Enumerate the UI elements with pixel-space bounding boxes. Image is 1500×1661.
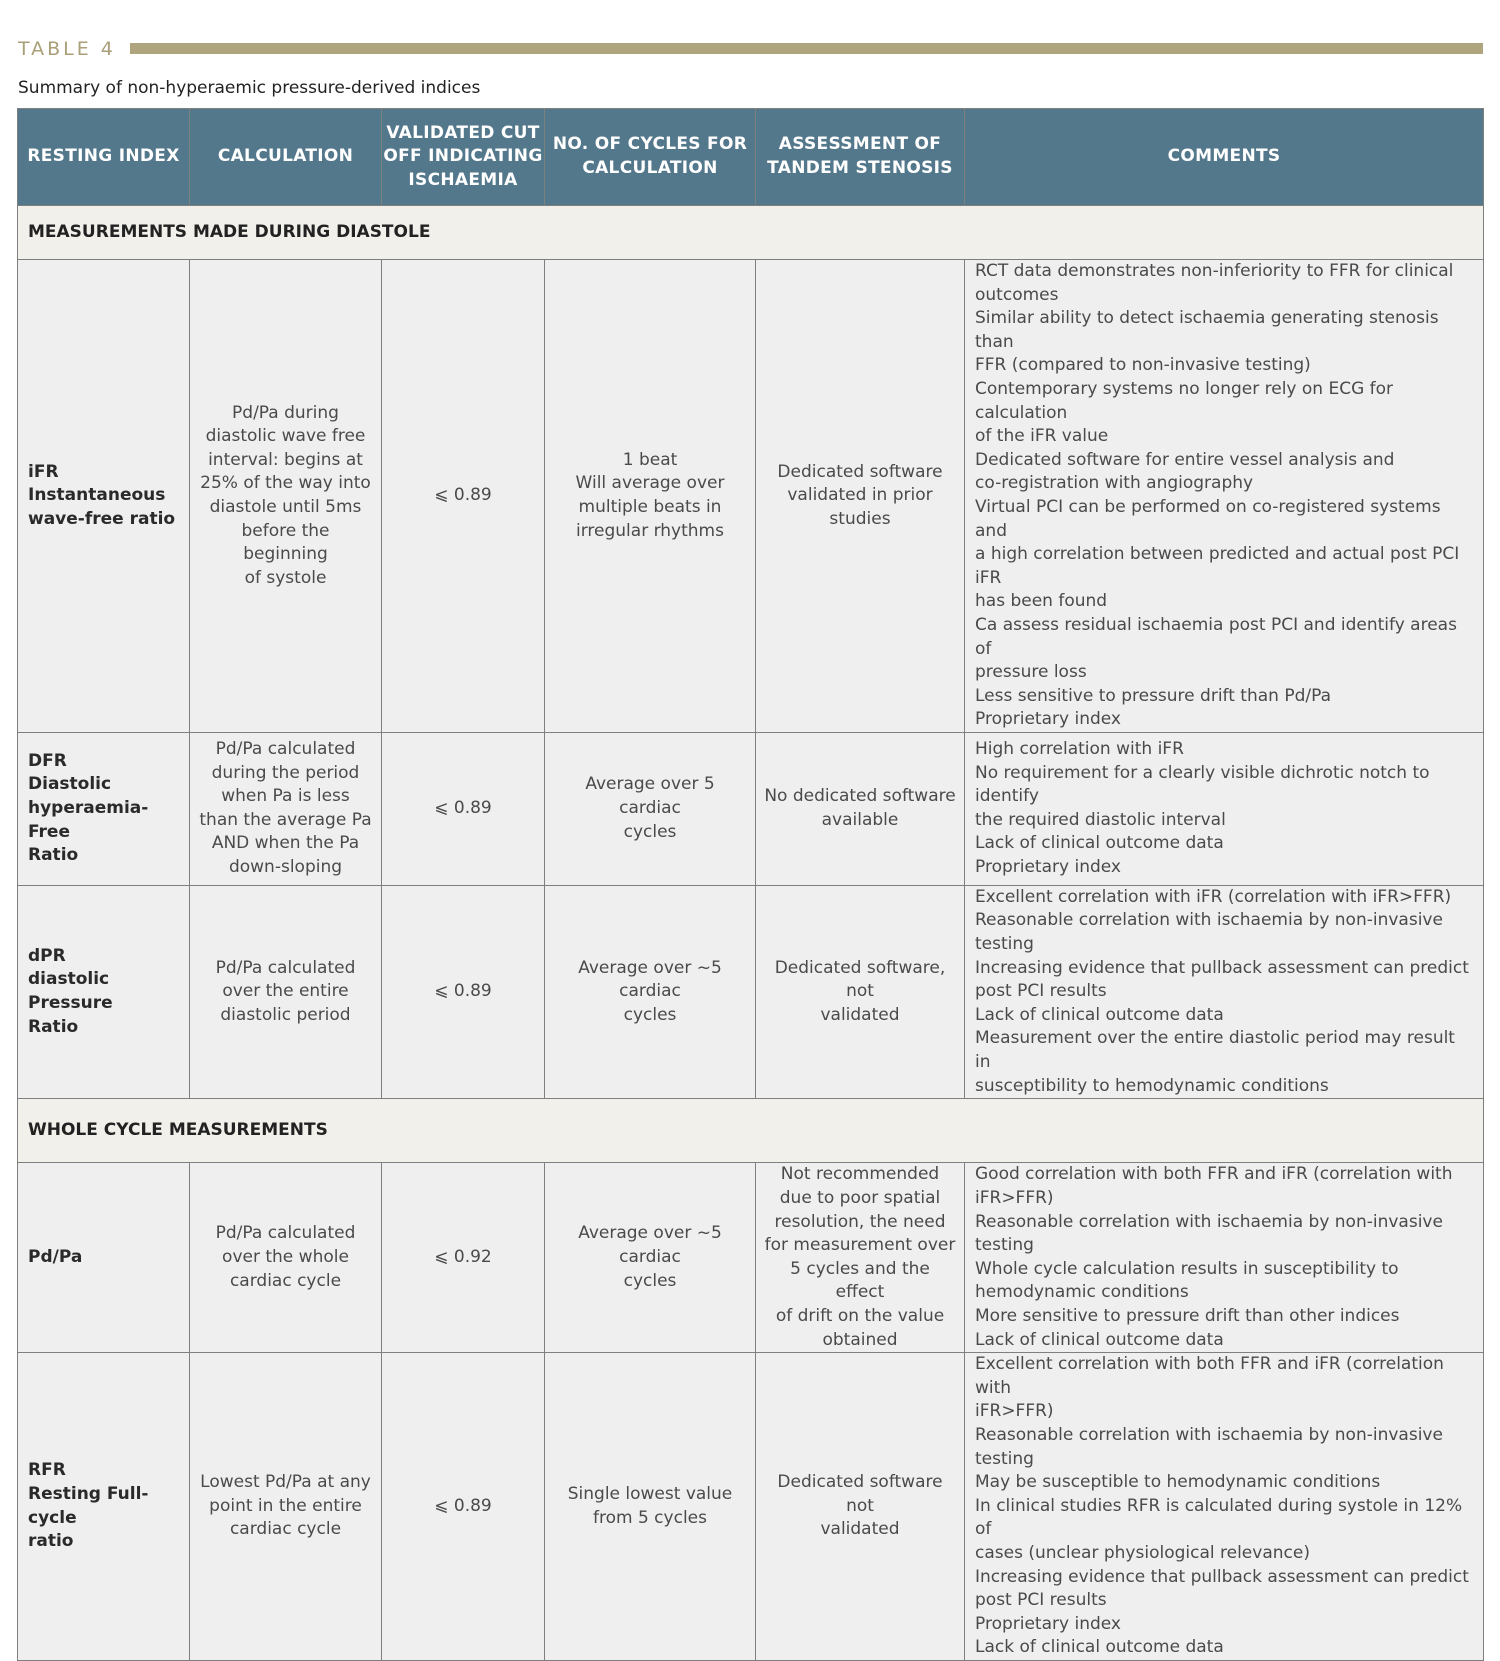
comments-cell-line: Reasonable correlation with ischaemia by non-invasive testing: [975, 1211, 1443, 1256]
comments-cell-line: outcomes: [975, 284, 1059, 305]
comments-cell-line: No requirement for a clearly visible dichrotic notch to identify: [975, 762, 1430, 807]
cycles-cell: [545, 1163, 756, 1353]
comments-cell: [965, 885, 1484, 1098]
comments-cell-line: post PCI results: [975, 981, 1107, 1002]
comments-cell-line: Excellent correlation with both FFR and iFR (correlation with: [975, 1354, 1444, 1398]
comments-cell-line: Increasing evidence that pullback assessment can predict: [975, 957, 1469, 978]
tandem-cell-line: Dedicated software, not: [774, 957, 946, 1002]
tandem-cell-line: resolution, the need: [774, 1211, 946, 1232]
table-body: [18, 206, 1484, 1661]
tandem-cell: [756, 885, 965, 1098]
cutoff-cell-line: ⩽ 0.89: [434, 485, 492, 506]
tandem-cell: [756, 260, 965, 733]
col-header-cycles: [545, 109, 756, 206]
calculation-cell-line: Lowest Pd/Pa at any: [200, 1472, 371, 1493]
calculation-cell-line: interval: begins at: [208, 449, 363, 470]
comments-cell-line: Contemporary systems no longer rely on ECG for calculation: [975, 378, 1394, 423]
header-text: OFF INDICATING: [383, 146, 543, 167]
comments-cell-line: co-registration with angiography: [975, 473, 1254, 494]
tandem-cell-line: available: [821, 809, 899, 830]
cycles-cell: [545, 885, 756, 1098]
calculation-cell: [190, 260, 382, 733]
index-name: [18, 1163, 190, 1353]
calculation-cell-line: over the entire: [222, 981, 349, 1002]
comments-cell-line: Measurement over the entire diastolic period may result in: [975, 1028, 1455, 1073]
comments-cell-line: Virtual PCI can be performed on co-registered systems and: [975, 496, 1441, 541]
comments-cell-line: Whole cycle calculation results in susceptibility to: [975, 1258, 1399, 1279]
index-name-line: Instantaneous: [28, 485, 166, 506]
tandem-cell-line: due to poor spatial: [779, 1187, 941, 1208]
col-header-resting-index: [18, 109, 190, 206]
header-text: COMMENTS: [1167, 146, 1281, 167]
tandem-cell-line: of drift on the value: [775, 1305, 945, 1326]
calculation-cell-line: AND when the Pa: [211, 833, 360, 854]
calculation-cell-line: diastolic wave free: [205, 426, 366, 447]
calculation-cell: [190, 1163, 382, 1353]
header-text: ISCHAEMIA: [408, 169, 518, 190]
calculation-cell: [190, 885, 382, 1098]
calculation-cell-line: cardiac cycle: [229, 1270, 342, 1291]
index-name-line: Ratio: [28, 845, 79, 866]
calculation-cell-line: 25% of the way into: [200, 473, 371, 494]
comments-cell-line: Dedicated software for entire vessel analysis and: [975, 449, 1395, 470]
cutoff-cell-line: ⩽ 0.89: [434, 981, 492, 1002]
index-name-line: Pd/Pa: [28, 1246, 83, 1267]
calculation-cell-line: Pd/Pa calculated: [215, 739, 356, 760]
cutoff-cell-line: ⩽ 0.89: [434, 798, 492, 819]
header-text: ASSESSMENT OF: [778, 134, 942, 155]
calculation-cell-line: before the beginning: [241, 520, 330, 565]
comments-cell-line: the required diastolic interval: [975, 809, 1226, 830]
calculation-cell-line: over the whole: [222, 1246, 349, 1267]
comments-cell-line: Excellent correlation with iFR (correlation with iFR>FFR): [975, 886, 1452, 907]
tandem-cell-line: Dedicated software not: [777, 1472, 943, 1516]
calculation-cell-line: Pd/Pa calculated: [215, 957, 356, 978]
index-name: [18, 732, 190, 885]
comments-cell-line: post PCI results: [975, 1590, 1107, 1611]
cycles-cell-line: cycles: [623, 821, 677, 842]
comments-cell: [965, 1163, 1484, 1353]
tandem-cell: [756, 1163, 965, 1353]
comments-cell-line: pressure loss: [975, 662, 1087, 683]
table-label: TABLE 4: [18, 38, 116, 60]
table-row: [18, 1163, 1484, 1353]
comments-cell-line: susceptibility to hemodynamic conditions: [975, 1075, 1329, 1096]
calculation-cell-line: than the average Pa: [199, 809, 372, 830]
comments-cell-line: Ca assess residual ischaemia post PCI and identify areas of: [975, 614, 1457, 659]
calculation-cell: [190, 732, 382, 885]
index-name-line: DFR: [28, 750, 67, 771]
comments-cell-line: Good correlation with both FFR and iFR (correlation with: [975, 1164, 1453, 1185]
comments-cell-line: Proprietary index: [975, 857, 1121, 878]
section-title: MEASUREMENTS MADE DURING DIASTOLE: [18, 206, 1484, 260]
index-name-line: hyperaemia-Free: [28, 798, 149, 842]
col-header-tandem: [756, 109, 965, 206]
comments-cell-line: of the iFR value: [975, 426, 1109, 447]
cycles-cell-line: Average over ~5 cardiac: [578, 957, 722, 1002]
table-row: [18, 732, 1484, 885]
tandem-cell: [756, 1353, 965, 1661]
tandem-cell-line: validated in prior: [787, 485, 933, 506]
cycles-cell-line: 1 beat: [622, 449, 678, 470]
table-row: [18, 260, 1484, 733]
cutoff-cell: [382, 732, 545, 885]
comments-cell-line: More sensitive to pressure drift than other indices: [975, 1305, 1400, 1326]
tandem-cell-line: obtained: [822, 1329, 898, 1350]
section-title: WHOLE CYCLE MEASUREMENTS: [18, 1099, 1484, 1163]
cutoff-cell-line: ⩽ 0.89: [434, 1495, 492, 1516]
cycles-cell-line: cycles: [623, 1004, 677, 1025]
tandem-cell-line: Dedicated software: [777, 461, 943, 482]
comments-cell-line: Lack of clinical outcome data: [975, 1329, 1224, 1350]
tandem-cell-line: for measurement over: [764, 1235, 956, 1256]
index-name-line: dPR: [28, 945, 66, 966]
cycles-cell-line: multiple beats in: [578, 496, 722, 517]
comments-cell-line: High correlation with iFR: [975, 739, 1184, 760]
tandem-cell-line: Not recommended: [780, 1164, 940, 1185]
index-name-line: iFR: [28, 461, 59, 482]
header-text: RESTING INDEX: [27, 146, 180, 167]
comments-cell-line: Reasonable correlation with ischaemia by non-invasive testing: [975, 1425, 1443, 1469]
index-name-line: Diastolic: [28, 774, 112, 795]
index-name-line: diastolic Pressure: [28, 969, 113, 1014]
comments-cell-line: May be susceptible to hemodynamic conditions: [975, 1472, 1381, 1493]
header-text: NO. OF CYCLES FOR: [552, 134, 748, 155]
cycles-cell-line: Average over 5 cardiac: [585, 774, 715, 819]
index-name-line: Ratio: [28, 1016, 79, 1037]
col-header-calculation: [190, 109, 382, 206]
comments-cell-line: a high correlation between predicted and actual post PCI iFR: [975, 544, 1460, 588]
index-name: [18, 260, 190, 733]
calculation-cell-line: during the period: [211, 762, 360, 783]
tandem-cell-line: validated: [820, 1004, 900, 1025]
comments-cell-line: iFR>FFR): [975, 1401, 1054, 1422]
header-text: VALIDATED CUT: [386, 122, 540, 143]
index-name-line: wave-free ratio: [28, 508, 176, 529]
header-rule: [130, 43, 1483, 54]
comments-cell-line: Lack of clinical outcome data: [975, 833, 1224, 854]
index-name-line: Resting Full-cycle: [28, 1483, 149, 1528]
comments-cell-line: Reasonable correlation with ischaemia by non-invasive testing: [975, 910, 1443, 955]
calculation-cell-line: of systole: [244, 567, 327, 588]
header-text: TANDEM STENOSIS: [767, 158, 953, 178]
calculation-cell-line: down-sloping: [228, 857, 343, 878]
cycles-cell-line: Will average over: [575, 473, 725, 494]
col-header-cutoff: [382, 109, 545, 206]
comments-cell-line: Proprietary index: [975, 709, 1121, 730]
table-header-bar: [18, 36, 1483, 62]
comments-cell-line: iFR>FFR): [975, 1187, 1054, 1208]
cycles-cell-line: Single lowest value: [567, 1483, 733, 1504]
comments-cell: [965, 732, 1484, 885]
cycles-cell-line: cycles: [623, 1270, 677, 1291]
cutoff-cell-line: ⩽ 0.92: [434, 1246, 492, 1267]
tandem-cell-line: studies: [829, 508, 891, 529]
header-text: CALCULATION: [582, 158, 718, 178]
tandem-cell-line: validated: [820, 1519, 900, 1540]
calculation-cell-line: Pd/Pa calculated: [215, 1223, 356, 1244]
cycles-cell: [545, 1353, 756, 1661]
cycles-cell-line: Average over ~5 cardiac: [578, 1223, 722, 1267]
tandem-cell: [756, 732, 965, 885]
table-row: [18, 885, 1484, 1098]
index-name-line: ratio: [28, 1531, 74, 1552]
comments-cell-line: has been found: [975, 591, 1108, 612]
calculation-cell-line: point in the entire: [209, 1495, 362, 1516]
calculation-cell-line: when Pa is less: [221, 786, 350, 807]
tandem-cell-line: No dedicated software: [764, 786, 956, 807]
calculation-cell: [190, 1353, 382, 1661]
header-text: CALCULATION: [217, 146, 354, 167]
cutoff-cell: [382, 260, 545, 733]
cutoff-cell: [382, 885, 545, 1098]
calculation-cell-line: diastolic period: [220, 1004, 351, 1025]
comments-cell-line: Lack of clinical outcome data: [975, 1004, 1224, 1025]
calculation-cell-line: cardiac cycle: [229, 1519, 342, 1540]
section-row: [18, 206, 1484, 260]
index-name-line: RFR: [28, 1460, 66, 1481]
header-row: [18, 109, 1484, 206]
tandem-cell-line: 5 cycles and the effect: [790, 1258, 930, 1303]
cycles-cell: [545, 732, 756, 885]
cutoff-cell: [382, 1163, 545, 1353]
cutoff-cell: [382, 1353, 545, 1661]
comments-cell: [965, 1353, 1484, 1661]
table-row: [18, 1353, 1484, 1661]
comments-cell-line: FFR (compared to non-invasive testing): [975, 355, 1311, 376]
indices-table: [17, 108, 1484, 1661]
index-name: [18, 1353, 190, 1661]
comments-cell-line: Lack of clinical outcome data: [975, 1637, 1224, 1658]
comments-cell-line: In clinical studies RFR is calculated during systole in 12% of: [975, 1495, 1463, 1540]
calculation-cell-line: diastole until 5ms: [209, 496, 362, 517]
comments-cell-line: RCT data demonstrates non-inferiority to FFR for clinical: [975, 261, 1454, 281]
comments-cell-line: cases (unclear physiological relevance): [975, 1542, 1310, 1563]
col-header-comments: [965, 109, 1484, 206]
comments-cell-line: Proprietary index: [975, 1613, 1121, 1634]
cycles-cell: [545, 260, 756, 733]
comments-cell-line: Increasing evidence that pullback assessment can predict: [975, 1566, 1469, 1587]
calculation-cell-line: Pd/Pa during: [232, 402, 339, 423]
comments-cell-line: Similar ability to detect ischaemia generating stenosis than: [975, 308, 1439, 352]
cycles-cell-line: from 5 cycles: [593, 1507, 707, 1528]
comments-cell-line: hemodynamic conditions: [975, 1282, 1189, 1303]
section-row: [18, 1099, 1484, 1163]
comments-cell-line: Less sensitive to pressure drift than Pd/Pa: [975, 685, 1332, 706]
cycles-cell-line: irregular rhythms: [576, 520, 724, 541]
table-caption: Summary of non-hyperaemic pressure-derived indices: [18, 78, 481, 98]
comments-cell: [965, 260, 1484, 733]
index-name: [18, 885, 190, 1098]
